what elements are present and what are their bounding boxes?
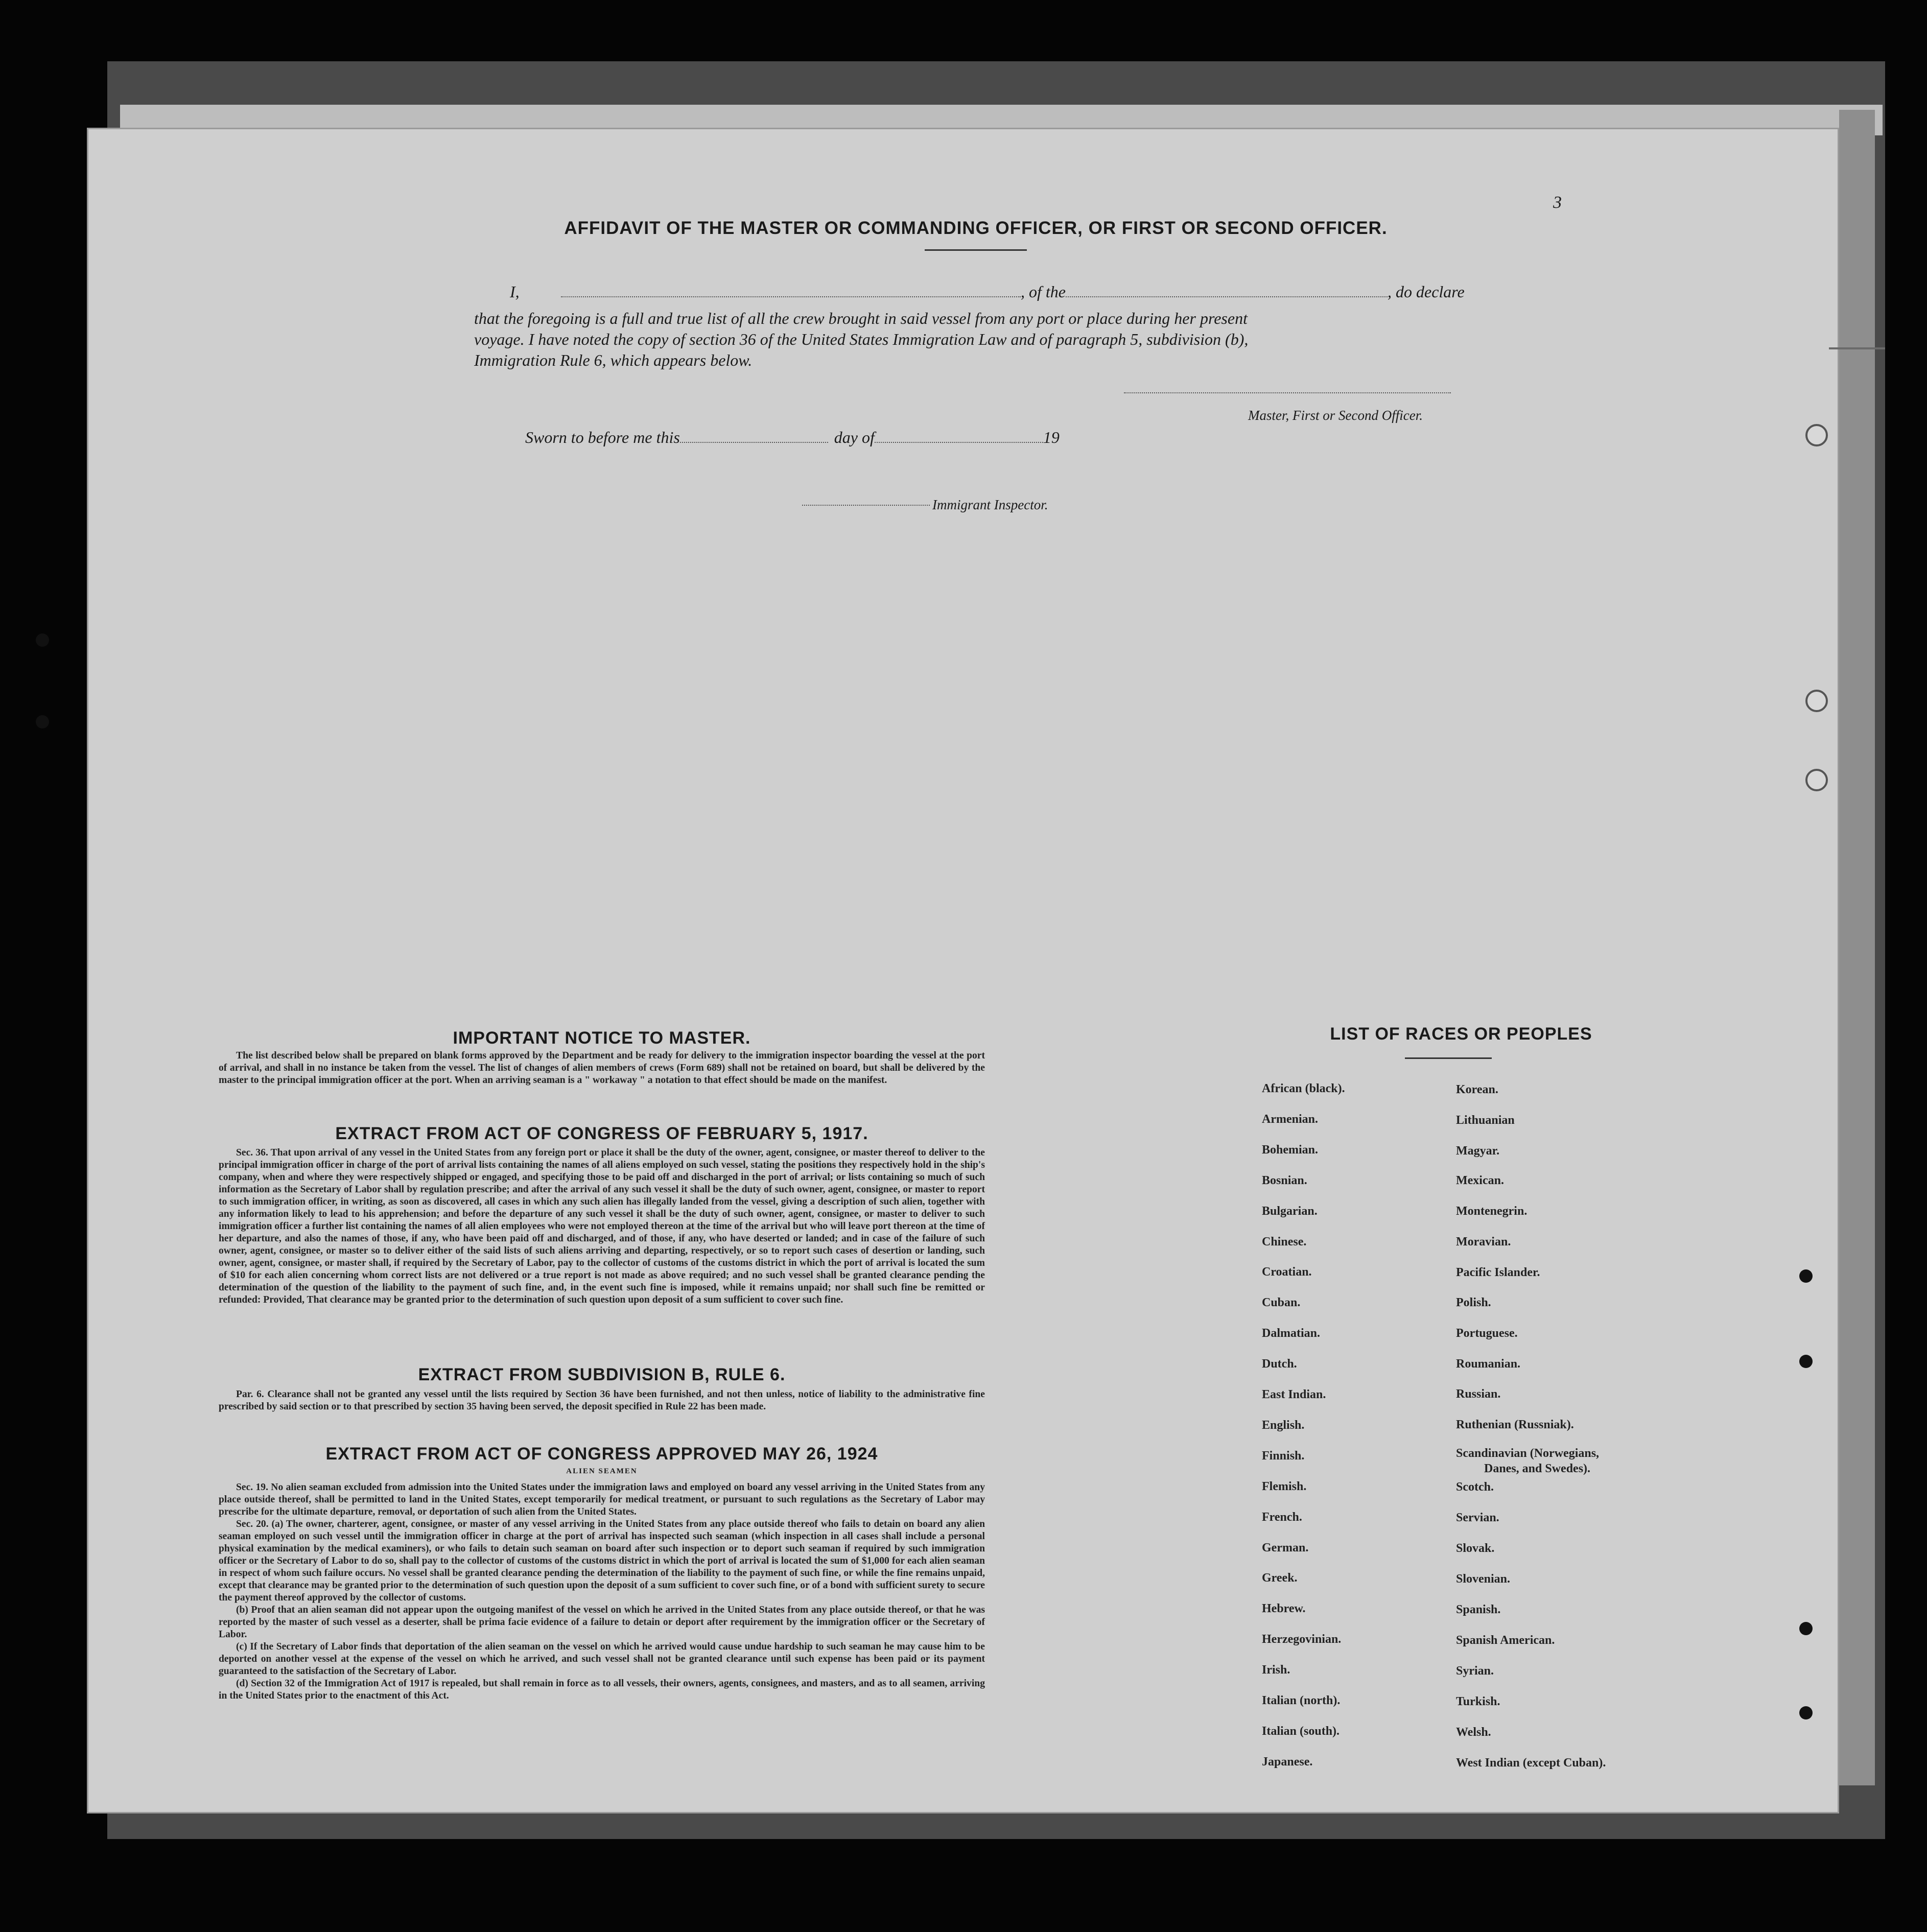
extract-1924-title: EXTRACT FROM ACT OF CONGRESS APPROVED MAY 26, 1924: [325, 1444, 878, 1464]
races-title: LIST OF RACES OR PEOPLES: [1330, 1024, 1592, 1044]
extract-1924-paragraph: (c) If the Secretary of Labor finds that deportation of the alien seaman on the vessel on which he arrived would cause undue hardship to such seaman he may cause him to be deported on another vessel at the expense of the vessel on which he arrived, and such vessel shall not be granted clearance until such expense has been paid or its payment guaranteed to the satisfaction of the Secretary of Labor.: [219, 1641, 985, 1677]
race-item: Danes, and Swedes).: [1484, 1462, 1591, 1475]
extract-1924-paragraph: (d) Section 32 of the Immigration Act of 1917 is repealed, but shall remain in force as to all vessels, their owners, agents, consignees, and masters, and as to all seamen, arriving in the United States prior to the enactment of this Act.: [219, 1678, 985, 1701]
race-item: West Indian (except Cuban).: [1456, 1756, 1606, 1770]
sworn-line: [474, 428, 1060, 447]
race-item: Spanish.: [1456, 1603, 1501, 1616]
race-item: Bulgarian.: [1262, 1204, 1318, 1218]
race-item: Slovak.: [1456, 1542, 1495, 1555]
punch-hole-icon: [36, 715, 49, 728]
races-title-underline: [1405, 1057, 1492, 1059]
race-item: Finnish.: [1262, 1449, 1305, 1463]
extract-1924-paragraph: Sec. 20. (a) The owner, charterer, agent, consignee, or master of any vessel arriving in the United States from any place outside thereof who fails to detain on board any alien seaman employed on such vessel until the immigration officer in charge at the port of arrival has inspected such seaman (which inspection in all cases shall include a personal physical examination by the medical examiners), or who fails to detain such seaman on board after such inspection or to deport such seaman if required by such immigration officer or the Secretary of Labor to do so, shall pay to the collector of customs of the customs district in which the port of arrival is located the sum of $1,000 for each alien seaman in respect of whom such failure occurs. No vessel shall be granted clearance pending the determination of the liability to the payment of such fine, or while the fine remains unpaid, except that clearance may be granted prior to the determination of such question upon the deposit of a sum sufficient to cover such fine, or of a bond with sufficient surety to secure the payment thereof approved by the collector of customs.: [219, 1519, 985, 1603]
affidavit-i: I,: [510, 282, 520, 301]
sworn-year: 19: [1043, 428, 1060, 446]
race-item: Scotch.: [1456, 1480, 1494, 1494]
sworn-month-blank: [875, 442, 1043, 443]
race-item: Bosnian.: [1262, 1173, 1307, 1187]
inspector-signature-line: [802, 505, 930, 506]
race-item: Chinese.: [1262, 1235, 1307, 1248]
binder-hole-icon: [1805, 424, 1828, 446]
notice-title: IMPORTANT NOTICE TO MASTER.: [453, 1028, 751, 1048]
sworn-day-of: day of: [834, 428, 875, 446]
race-item: Portuguese.: [1456, 1327, 1518, 1340]
race-item: Moravian.: [1456, 1235, 1511, 1248]
title-underline: [925, 249, 1027, 251]
race-item: Montenegrin.: [1456, 1205, 1528, 1218]
extract-rule6-title: EXTRACT FROM SUBDIVISION B, RULE 6.: [418, 1365, 786, 1384]
affidavit-line-2: that the foregoing is a full and true list of all the crew brought in said vessel from any port or place during her present: [474, 309, 1248, 327]
race-item: German.: [1262, 1541, 1309, 1554]
race-item: Servian.: [1456, 1511, 1499, 1524]
vessel-blank: [1066, 296, 1388, 297]
race-item: Greek.: [1262, 1571, 1298, 1585]
race-item: Turkish.: [1456, 1695, 1500, 1708]
inspector-label: Immigrant Inspector.: [932, 497, 1048, 512]
affidavit-line-1: [474, 282, 1465, 301]
race-item: English.: [1262, 1418, 1305, 1432]
race-item: Syrian.: [1456, 1664, 1494, 1678]
extract-1924-subtitle: ALIEN SEAMEN: [566, 1467, 638, 1475]
binder-hole-icon: [1805, 690, 1828, 712]
extract-1917-body: [219, 1147, 985, 1306]
race-item: Scandinavian (Norwegians,: [1456, 1447, 1600, 1460]
race-item: Roumanian.: [1456, 1357, 1521, 1371]
notice-body: [219, 1050, 985, 1087]
race-item: Japanese.: [1262, 1755, 1313, 1769]
extract-1917-text: Sec. 36. That upon arrival of any vessel in the United States from any foreign port or place it shall be the duty of the owner, agent, consignee, or master thereof to deliver to the principal immigration officer in charge of the port of arrival lists containing the names of all aliens employed on such vessel, stating the positions they respectively hold in the ship's company, when and where they were respectively shipped or engaged, and specifying those to be paid off and discharged in the port of arrival; or lists containing so much of such information as the Secretary of Labor shall by regulation prescribe; and after the arrival of any such vessel it shall be the duty of such owner, agent, consignee, or master to report to such immigration officer, in writing, as soon as discovered, all cases in which any such alien has illegally landed from the vessel, giving a description of such alien, together with any information likely to lead to his apprehension; and before the departure of any such vessel it shall be the duty of such owner, agent, consignee, or master to deliver to such immigration officer a further list containing the names of all alien employees who were not employed thereon at the time of the arrival but who will leave port thereon at the time of her departure, and also the names of those, if any, who have been paid off and discharged, and of those, if any, who have deserted or landed; and in case of the failure of such owner, agent, consignee, or master so to deliver either of the said lists of such aliens arriving and departing, respectively, or so to report such cases of desertion or landing, such owner, agent, consignee, or master shall, if required by the Secretary of Labor, pay to the collector of customs of the customs district in which the port of arrival is located the sum of $10 for each alien concerning whom correct lists are not delivered or a true report is not made as above required; and no such vessel shall be granted clearance pending the determination of the question of the liability to the payment of such fine, and, in the event such fine is imposed, while it remains unpaid; nor shall such fine be remitted or refunded: Provided, That clearance may be granted prior to the determination of such question upon deposit of a sum sufficient to cover such fine.: [219, 1147, 985, 1305]
race-item: Magyar.: [1456, 1144, 1500, 1158]
extract-rule6-body: [219, 1388, 985, 1413]
binding-strip: [1839, 110, 1875, 1785]
race-item: Dutch.: [1262, 1357, 1297, 1371]
extract-1917-title: EXTRACT FROM ACT OF CONGRESS OF FEBRUARY 5, 1917.: [335, 1124, 868, 1143]
binder-hole-icon: [1805, 769, 1828, 791]
affidavit-line-4: Immigration Rule 6, which appears below.: [474, 351, 753, 369]
binding-tab: [1829, 347, 1885, 349]
punch-hole-icon: [1799, 1355, 1813, 1368]
race-item: Ruthenian (Russniak).: [1456, 1418, 1574, 1431]
race-item: Armenian.: [1262, 1112, 1318, 1126]
race-item: French.: [1262, 1510, 1302, 1524]
master-label: Master, First or Second Officer.: [1248, 408, 1423, 423]
race-item: Flemish.: [1262, 1479, 1307, 1493]
race-item: Irish.: [1262, 1663, 1290, 1677]
extract-1924-paragraph: Sec. 19. No alien seaman excluded from admission into the United States under the immigration laws and employed on board any vessel arriving in the United States from any place outside thereof, shall be permitted to land in the United States, except temporarily for medical treatment, or pursuant to such regulations as the Secretary of Labor may prescribe for the ultimate departure, removal, or deportation of such alien from the United States.: [219, 1482, 985, 1517]
race-item: African (black).: [1262, 1082, 1345, 1095]
declare-text: , do declare: [1387, 282, 1465, 301]
of-the-text: , of the: [1021, 282, 1066, 301]
race-item: Hebrew.: [1262, 1602, 1306, 1616]
race-item: Croatian.: [1262, 1265, 1312, 1279]
punch-hole-icon: [1799, 1622, 1813, 1635]
race-item: Italian (south).: [1262, 1724, 1340, 1738]
affidavit-line-3: voyage. I have noted the copy of section 36 of the United States Immigration Law and of paragraph 5, subdivision (b),: [474, 330, 1249, 348]
race-item: Cuban.: [1262, 1296, 1301, 1310]
notice-text: The list described below shall be prepared on blank forms approved by the Department and be ready for delivery to the immigration inspector boarding the vessel at the port of arrival, and shall in no instance be taken from the vessel. The list of changes of alien members of crews (Form 689) shall not be retained on board, but shall be delivered by the master to the principal immigration officer at the port. When an arriving seaman is a " workaway " a notation to that effect should be made on the manifest.: [219, 1050, 985, 1086]
master-signature-line: [1124, 392, 1451, 393]
affidavit-title: AFFIDAVIT OF THE MASTER OR COMMANDING OFFICER, OR FIRST OR SECOND OFFICER.: [564, 218, 1388, 238]
race-item: Spanish American.: [1456, 1634, 1555, 1647]
extract-rule6-text: Par. 6. Clearance shall not be granted any vessel until the lists required by Section 36 have been furnished, and not then unless, notice of liability to the administrative fine prescribed by said section or to that prescribed by section 35 having been served, the deposit specified in Rule 22 has been made.: [219, 1389, 985, 1412]
punch-hole-icon: [36, 633, 49, 647]
race-item: Herzegovinian.: [1262, 1633, 1342, 1646]
extract-1924-paragraph: (b) Proof that an alien seaman did not appear upon the outgoing manifest of the vessel on which he arrived in the United States from any place outside thereof, or that he was reported by the master of such vessel as a deserter, shall be prima facie evidence of a failure to detain or deport after requirement by the immigration officer or the Secretary of Labor.: [219, 1605, 985, 1640]
race-item: Lithuanian: [1456, 1114, 1515, 1127]
race-item: Polish.: [1456, 1296, 1491, 1309]
name-blank: [561, 296, 1021, 297]
punch-hole-icon: [1799, 1706, 1813, 1719]
extract-1924-body: [219, 1481, 985, 1702]
race-item: East Indian.: [1262, 1388, 1326, 1401]
race-item: Italian (north).: [1262, 1694, 1341, 1707]
race-item: Bohemian.: [1262, 1143, 1319, 1157]
race-item: Slovenian.: [1456, 1572, 1511, 1586]
sworn-day-blank: [680, 442, 828, 443]
race-item: Dalmatian.: [1262, 1327, 1320, 1340]
punch-hole-icon: [1799, 1269, 1813, 1283]
race-item: Pacific Islander.: [1456, 1266, 1540, 1279]
page-number: 3: [1553, 193, 1562, 212]
race-item: Mexican.: [1456, 1174, 1504, 1187]
sworn-prefix: Sworn to before me this: [525, 428, 680, 446]
race-item: Welsh.: [1456, 1726, 1491, 1739]
race-item: Russian.: [1456, 1387, 1501, 1401]
race-item: Korean.: [1456, 1083, 1498, 1096]
